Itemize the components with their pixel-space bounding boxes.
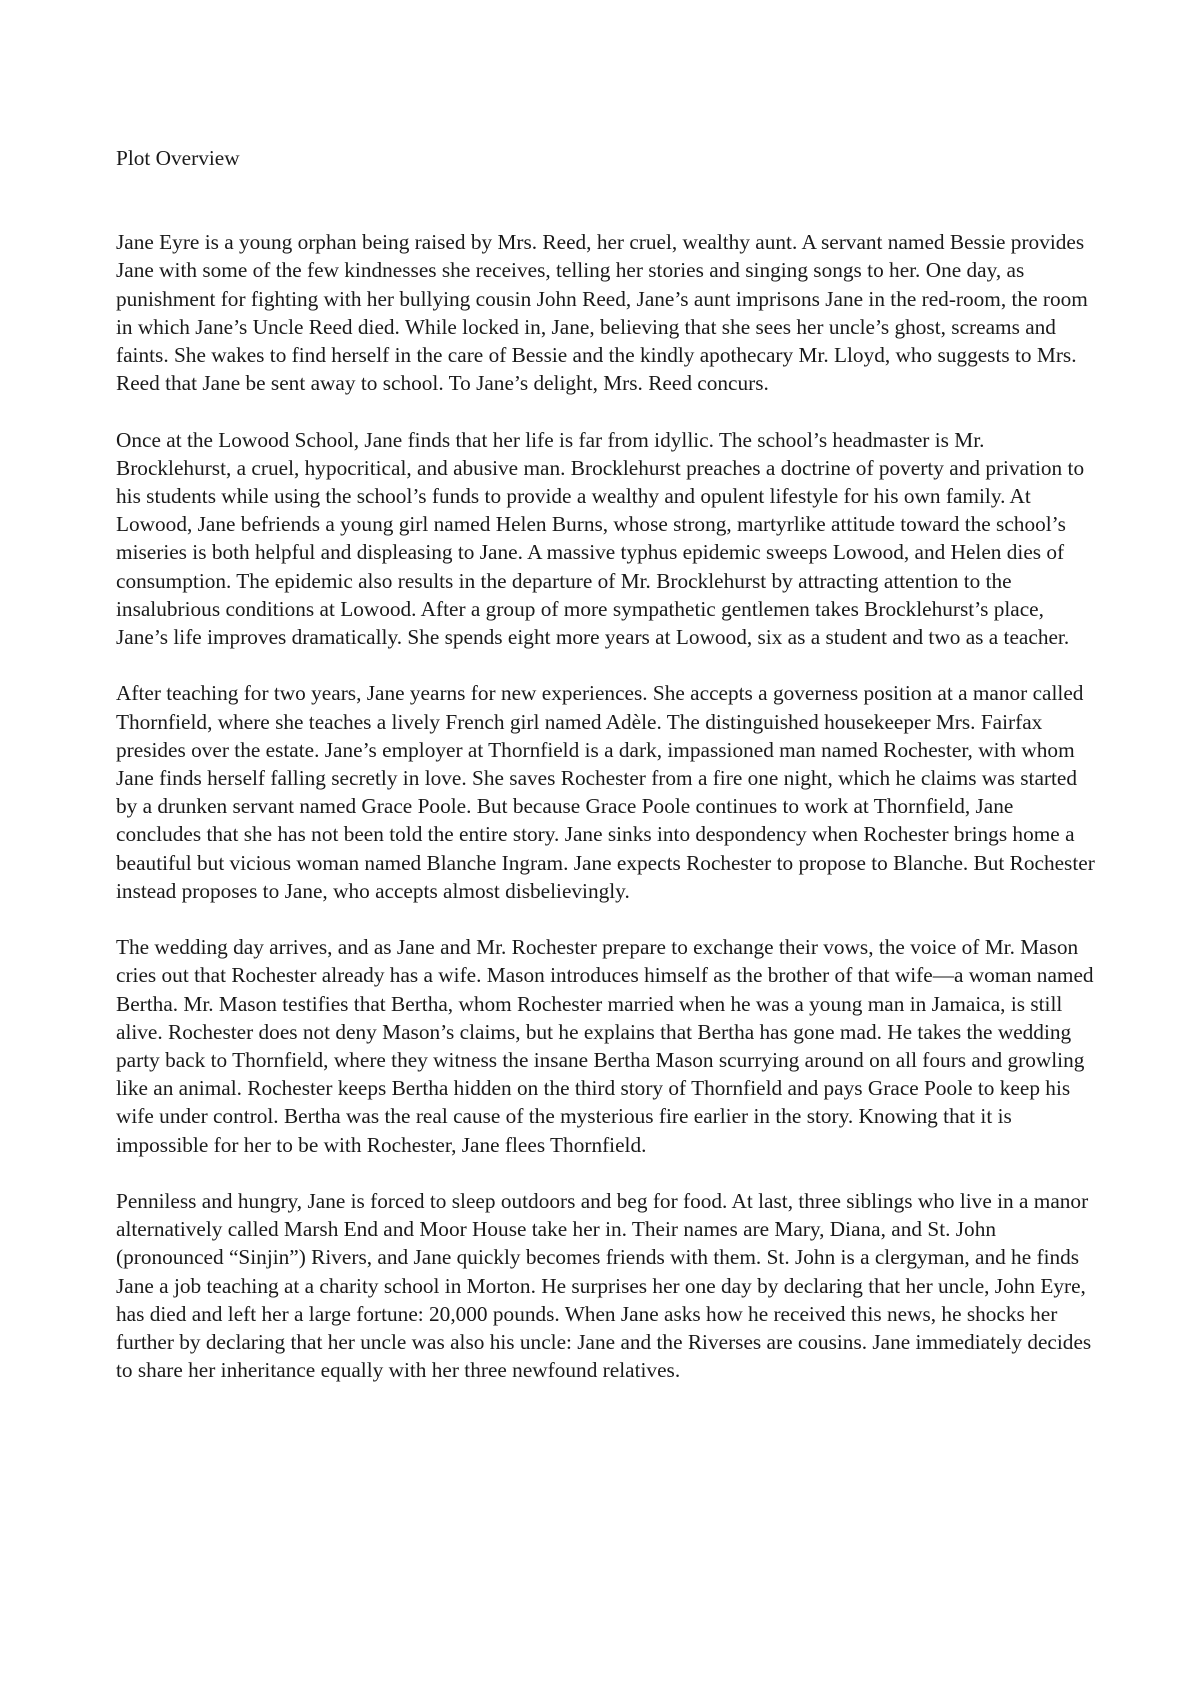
page-title: Plot Overview xyxy=(116,146,240,170)
paragraph-childhood: Jane Eyre is a young orphan being raised by Mrs. Reed, her cruel, wealthy aunt. A servant named Bessie provides Jane with some of the few kindnesses she receives, telling her stories and singing songs to her. One day, as punishment for fighting with her bullying cousin John Reed, Jane’s aunt imprisons Jane in the red-room, the room in which Jane’s Uncle Reed died. While locked in, Jane, believing that she sees her uncle’s ghost, screams and faints. She wakes to find herself in the care of Bessie and the kindly apothecary Mr. Lloyd, who suggests to Mrs. Reed that Jane be sent away to school. To Jane’s delight, Mrs. Reed concurs. xyxy=(116,230,1088,396)
paragraph-spacer xyxy=(116,905,1101,933)
paragraph-spacer xyxy=(116,397,1101,425)
paragraph-lowood: Once at the Lowood School, Jane finds that her life is far from idyllic. The school’s headmaster is Mr. Brocklehurst, a cruel, hypocritical, and abusive man. Brocklehurst preaches a doctrine of poverty and privation to his students while using the school’s funds to provide a wealthy and opulent lifestyle for his own family. At Lowood, Jane befriends a young girl named Helen Burns, whose strong, martyrlike attitude toward the school’s miseries is both helpful and displeasing to Jane. A massive typhus epidemic sweeps Lowood, and Helen dies of consumption. The epidemic also results in the departure of Mr. Brocklehurst by attracting attention to the insalubrious conditions at Lowood. After a group of more sympathetic gentlemen takes Brocklehurst’s place, Jane’s life improves dramatically. She spends eight more years at Lowood, six as a student and two as a teacher. xyxy=(116,427,1085,650)
paragraph-rivers: Penniless and hungry, Jane is forced to sleep outdoors and beg for food. At last, three siblings who live in a manor alternatively called Marsh End and Moor House take her in. Their names are Mary, Diana, and St. John (pronounced “Sinjin”) Rivers, and Jane quickly becomes friends with them. St. John is a clergyman, and he finds Jane a job teaching at a charity school in Morton. He surprises her one day by declaring that her uncle, John Eyre, has died and left her a large fortune: 20,000 pounds. When Jane asks how he received this news, he shocks her further by declaring that her uncle was also his uncle: Jane and the Riverses are cousins. Jane immediately decides to share her inheritance equally with her three newfound relatives. xyxy=(116,1189,1092,1383)
title-spacer xyxy=(116,172,1101,228)
paragraph-wedding: The wedding day arrives, and as Jane and Mr. Rochester prepare to exchange their vows, the voice of Mr. Mason cries out that Rochester already has a wife. Mason introduces himself as the brother of that wife—a woman named Bertha. Mr. Mason testifies that Bertha, whom Rochester married when he was a young man in Jamaica, is still alive. Rochester does not deny Mason’s claims, but he explains that Bertha has gone mad. He takes the wedding party back to Thornfield, where they witness the insane Bertha Mason scurrying around on all fours and growling like an animal. Rochester keeps Bertha hidden on the third story of Thornfield and pays Grace Poole to keep his wife under control. Bertha was the real cause of the mysterious fire earlier in the story. Knowing that it is impossible for her to be with Rochester, Jane flees Thornfield. xyxy=(116,935,1094,1157)
paragraph-spacer xyxy=(116,651,1101,679)
paragraph-thornfield: After teaching for two years, Jane yearns for new experiences. She accepts a governess position at a manor called Thornfield, where she teaches a lively French girl named Adèle. The distinguished housekeeper Mrs. Fairfax presides over the estate. Jane’s employer at Thornfield is a dark, impassioned man named Rochester, with whom Jane finds herself falling secretly in love. She saves Rochester from a fire one night, which he claims was started by a drunken servant named Grace Poole. But because Grace Poole continues to work at Thornfield, Jane concludes that she has not been told the entire story. Jane sinks into despondency when Rochester brings home a beautiful but vicious woman named Blanche Ingram. Jane expects Rochester to propose to Blanche. But Rochester instead proposes to Jane, who accepts almost disbelievingly. xyxy=(116,681,1095,903)
paragraph-spacer xyxy=(116,1159,1101,1187)
document-body xyxy=(116,144,1101,1384)
